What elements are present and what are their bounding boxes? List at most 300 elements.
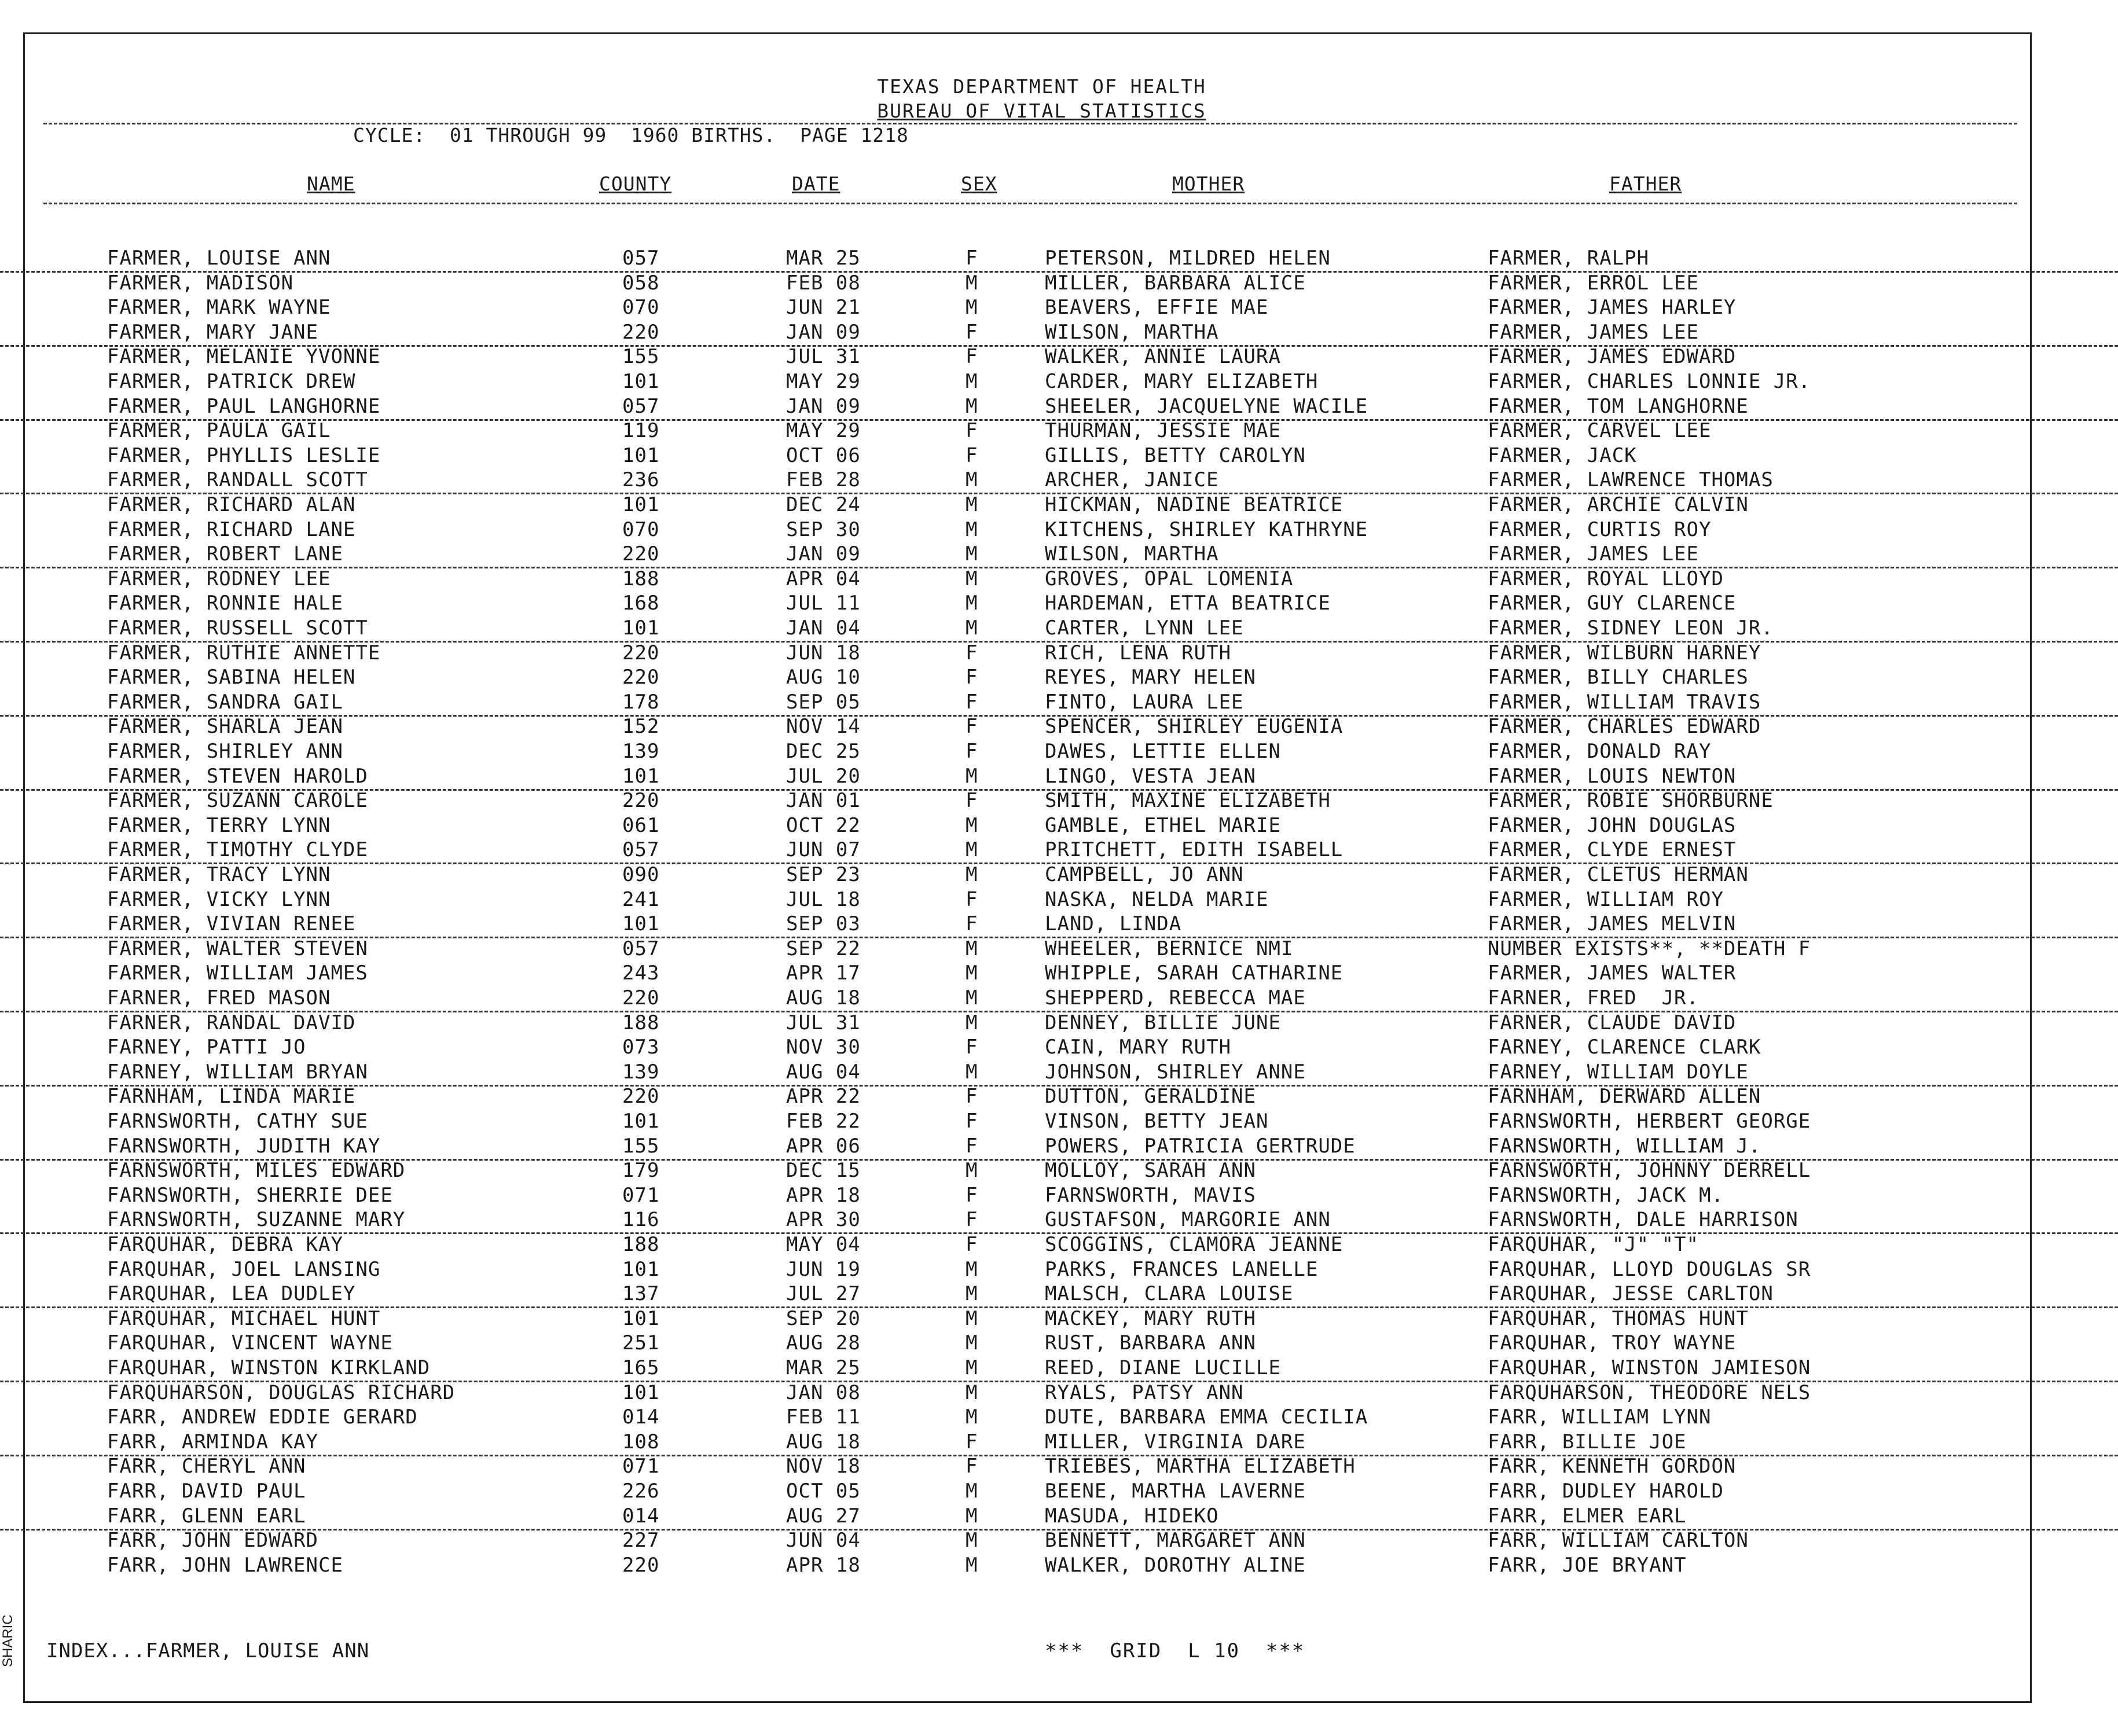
record-county: 139: [622, 1060, 660, 1084]
record-sex: F: [966, 443, 978, 467]
record-mother: NASKA, NELDA MARIE: [1045, 887, 1269, 911]
record-father: FARQUHAR, JESSE CARLTON: [1488, 1282, 1774, 1306]
record-father: FARQUHAR, LLOYD DOUGLAS SR: [1488, 1257, 1811, 1281]
table-row: [0, 592, 2118, 616]
record-mother: GILLIS, BETTY CAROLYN: [1045, 443, 1306, 467]
record-father: FARMER, WILLIAM TRAVIS: [1488, 690, 1761, 714]
record-mother: DAWES, LETTIE ELLEN: [1045, 740, 1281, 763]
record-date: JUN 19: [786, 1257, 861, 1281]
table-row: [0, 321, 2118, 347]
record-father: FARMER, JOHN DOUGLAS: [1488, 813, 1737, 837]
record-father: FARR, WILLIAM CARLTON: [1488, 1529, 1749, 1553]
record-father: FARMER, CHARLES LONNIE JR.: [1488, 370, 1811, 393]
record-father: FARQUHAR, "J" "T": [1488, 1233, 1699, 1256]
record-date: JUL 11: [786, 592, 861, 615]
record-father: FARQUHAR, WINSTON JAMIESON: [1488, 1356, 1811, 1379]
table-row: [0, 468, 2118, 494]
table-row: [0, 1381, 2118, 1405]
record-name: FARR, JOHN EDWARD: [107, 1529, 318, 1553]
record-date: FEB 08: [786, 271, 861, 295]
record-father: FARMER, TOM LANGHORNE: [1488, 394, 1749, 418]
record-date: MAR 25: [786, 1356, 861, 1379]
record-father: FARMER, JACK: [1488, 443, 1637, 467]
record-name: FARNER, FRED MASON: [107, 986, 331, 1010]
record-county: 241: [622, 887, 660, 911]
table-row: [0, 715, 2118, 739]
record-name: FARR, ARMINDA KAY: [107, 1430, 318, 1454]
record-father: FARQUHAR, THOMAS HUNT: [1488, 1306, 1749, 1330]
record-date: APR 22: [786, 1085, 861, 1109]
record-date: SEP 05: [786, 690, 861, 714]
record-name: FARMER, SHARLA JEAN: [107, 715, 343, 739]
table-row: [0, 1208, 2118, 1234]
record-mother: ARCHER, JANICE: [1045, 468, 1219, 492]
record-mother: CARDER, MARY ELIZABETH: [1045, 370, 1319, 393]
header-rule: [43, 123, 2017, 124]
record-mother: DUTTON, GERALDINE: [1045, 1085, 1256, 1109]
record-father: NUMBER EXISTS**, **DEATH F: [1488, 937, 1811, 960]
record-sex: F: [966, 666, 978, 689]
record-father: FARNSWORTH, DALE HARRISON: [1488, 1208, 1798, 1232]
record-sex: M: [966, 1331, 978, 1355]
record-father: FARR, ELMER EARL: [1488, 1504, 1687, 1528]
record-name: FARMER, RANDALL SCOTT: [107, 468, 368, 492]
record-sex: M: [966, 937, 978, 960]
record-county: 220: [622, 789, 660, 813]
record-name: FARMER, RODNEY LEE: [107, 567, 331, 590]
record-father: FARNSWORTH, HERBERT GEORGE: [1488, 1110, 1811, 1133]
record-sex: F: [966, 641, 978, 665]
record-father: FARQUHAR, TROY WAYNE: [1488, 1331, 1737, 1355]
record-sex: F: [966, 419, 978, 443]
record-county: 101: [622, 1306, 660, 1330]
record-father: FARMER, JAMES MELVIN: [1488, 912, 1737, 936]
record-father: FARNHAM, DERWARD ALLEN: [1488, 1085, 1761, 1109]
record-father: FARMER, ERROL LEE: [1488, 271, 1699, 295]
record-name: FARMER, SANDRA GAIL: [107, 690, 343, 714]
table-row: [0, 1356, 2118, 1382]
record-sex: M: [966, 1405, 978, 1429]
record-date: JUN 07: [786, 838, 861, 862]
record-date: JUL 18: [786, 887, 861, 911]
table-row: [0, 961, 2118, 986]
record-mother: WHEELER, BERNICE NMI: [1045, 937, 1294, 960]
record-sex: M: [966, 764, 978, 788]
record-mother: MACKEY, MARY RUTH: [1045, 1306, 1256, 1330]
record-sex: F: [966, 690, 978, 714]
record-father: FARMER, JAMES WALTER: [1488, 961, 1737, 985]
record-county: 070: [622, 518, 660, 541]
record-county: 058: [622, 271, 660, 295]
record-sex: F: [966, 247, 978, 270]
record-county: 014: [622, 1405, 660, 1429]
record-mother: SPENCER, SHIRLEY EUGENIA: [1045, 715, 1344, 739]
record-date: JUN 21: [786, 296, 861, 320]
record-date: DEC 25: [786, 740, 861, 763]
record-date: AUG 28: [786, 1331, 861, 1355]
record-name: FARR, CHERYL ANN: [107, 1455, 306, 1478]
column-header-county: COUNTY: [599, 173, 672, 195]
table-row: [0, 1159, 2118, 1183]
record-mother: SHEPPERD, REBECCA MAE: [1045, 986, 1306, 1010]
table-row: [0, 444, 2118, 468]
record-mother: HICKMAN, NADINE BEATRICE: [1045, 493, 1344, 516]
record-father: FARNEY, WILLIAM DOYLE: [1488, 1060, 1749, 1084]
record-sex: M: [966, 296, 978, 320]
record-date: MAY 29: [786, 419, 861, 443]
record-mother: POWERS, PATRICIA GERTRUDE: [1045, 1134, 1356, 1158]
record-date: DEC 15: [786, 1159, 861, 1183]
table-row: [0, 1036, 2118, 1060]
record-mother: RUST, BARBARA ANN: [1045, 1331, 1256, 1355]
record-name: FARNER, RANDAL DAVID: [107, 1011, 356, 1034]
table-row: [0, 542, 2118, 568]
table-row: [0, 271, 2118, 296]
record-sex: M: [966, 1306, 978, 1330]
record-name: FARNSWORTH, CATHY SUE: [107, 1110, 368, 1133]
record-name: FARR, GLENN EARL: [107, 1504, 306, 1528]
record-mother: LINGO, VESTA JEAN: [1045, 764, 1256, 788]
table-row: [0, 1331, 2118, 1356]
record-county: 057: [622, 247, 660, 270]
record-mother: KITCHENS, SHIRLEY KATHRYNE: [1045, 518, 1368, 541]
record-county: 071: [622, 1183, 660, 1207]
record-county: 071: [622, 1455, 660, 1478]
record-county: 188: [622, 1011, 660, 1034]
table-row: [0, 370, 2118, 394]
record-county: 073: [622, 1036, 660, 1059]
record-mother: WILSON, MARTHA: [1045, 320, 1219, 344]
record-mother: DENNEY, BILLIE JUNE: [1045, 1011, 1281, 1034]
record-mother: WHIPPLE, SARAH CATHARINE: [1045, 961, 1344, 985]
record-father: FARQUHARSON, THEODORE NELS: [1488, 1381, 1811, 1404]
record-mother: PARKS, FRANCES LANELLE: [1045, 1257, 1319, 1281]
record-county: 165: [622, 1356, 660, 1379]
record-mother: CAMPBELL, JO ANN: [1045, 863, 1244, 886]
record-sex: M: [966, 271, 978, 295]
record-father: FARMER, GUY CLARENCE: [1488, 592, 1737, 615]
table-row: [0, 863, 2118, 887]
table-row: [0, 1233, 2118, 1257]
record-sex: M: [966, 813, 978, 837]
table-row: [0, 888, 2118, 912]
record-father: FARR, WILLIAM LYNN: [1488, 1405, 1712, 1429]
record-date: JAN 01: [786, 789, 861, 813]
table-row: [0, 518, 2118, 542]
record-name: FARMER, WALTER STEVEN: [107, 937, 368, 960]
record-sex: F: [966, 789, 978, 813]
record-sex: M: [966, 986, 978, 1010]
record-name: FARMER, WILLIAM JAMES: [107, 961, 368, 985]
record-sex: M: [966, 961, 978, 985]
record-name: FARMER, TRACY LYNN: [107, 863, 331, 886]
record-sex: M: [966, 1529, 978, 1553]
record-county: 070: [622, 296, 660, 320]
index-footer: INDEX...FARMER, LOUISE ANN: [46, 1639, 370, 1662]
record-date: FEB 22: [786, 1110, 861, 1133]
record-county: 179: [622, 1159, 660, 1183]
table-row: [0, 1011, 2118, 1036]
table-row: [0, 1258, 2118, 1282]
record-sex: M: [966, 1060, 978, 1084]
record-sex: M: [966, 567, 978, 590]
record-county: 226: [622, 1480, 660, 1503]
record-date: APR 18: [786, 1183, 861, 1207]
record-date: JAN 09: [786, 320, 861, 344]
record-mother: BEENE, MARTHA LAVERNE: [1045, 1480, 1306, 1503]
record-father: FARR, KENNETH GORDON: [1488, 1455, 1737, 1478]
table-row: [0, 1554, 2118, 1578]
record-name: FARMER, TIMOTHY CLYDE: [107, 838, 368, 862]
record-mother: WALKER, ANNIE LAURA: [1045, 345, 1281, 369]
record-name: FARMER, RICHARD ALAN: [107, 493, 356, 516]
record-name: FARMER, MARK WAYNE: [107, 296, 331, 320]
record-county: 227: [622, 1529, 660, 1553]
record-sex: M: [966, 1480, 978, 1503]
table-row: [0, 567, 2118, 592]
record-mother: FINTO, LAURA LEE: [1045, 690, 1244, 714]
table-row: [0, 616, 2118, 643]
record-date: JUL 31: [786, 345, 861, 369]
record-name: FARQUHAR, MICHAEL HUNT: [107, 1306, 381, 1330]
record-date: APR 06: [786, 1134, 861, 1158]
record-father: FARMER, SIDNEY LEON JR.: [1488, 616, 1774, 640]
record-county: 220: [622, 641, 660, 665]
record-date: APR 18: [786, 1553, 861, 1577]
record-mother: GUSTAFSON, MARGORIE ANN: [1045, 1208, 1331, 1232]
record-date: APR 17: [786, 961, 861, 985]
record-county: 101: [622, 493, 660, 516]
record-county: 014: [622, 1504, 660, 1528]
record-sex: F: [966, 1036, 978, 1059]
column-header-date: DATE: [792, 173, 840, 195]
record-date: JUN 18: [786, 641, 861, 665]
table-row: [0, 419, 2118, 443]
record-father: FARNER, FRED JR.: [1488, 986, 1699, 1010]
table-row: [0, 1307, 2118, 1331]
record-sex: M: [966, 394, 978, 418]
record-sex: F: [966, 1134, 978, 1158]
record-mother: FARNSWORTH, MAVIS: [1045, 1183, 1256, 1207]
record-county: 108: [622, 1430, 660, 1454]
record-county: 116: [622, 1208, 660, 1232]
record-mother: TRIEBES, MARTHA ELIZABETH: [1045, 1455, 1356, 1478]
record-county: 220: [622, 542, 660, 566]
record-sex: M: [966, 468, 978, 492]
record-name: FARNEY, WILLIAM BRYAN: [107, 1060, 368, 1084]
record-county: 152: [622, 715, 660, 739]
record-sex: M: [966, 370, 978, 393]
record-sex: M: [966, 542, 978, 566]
record-father: FARNER, CLAUDE DAVID: [1488, 1011, 1737, 1034]
record-name: FARMER, MARY JANE: [107, 320, 318, 344]
record-mother: REYES, MARY HELEN: [1045, 666, 1256, 689]
record-father: FARMER, CURTIS ROY: [1488, 518, 1712, 541]
record-father: FARMER, BILLY CHARLES: [1488, 666, 1749, 689]
record-county: 101: [622, 1257, 660, 1281]
record-county: 101: [622, 616, 660, 640]
table-row: [0, 395, 2118, 421]
record-mother: SMITH, MAXINE ELIZABETH: [1045, 789, 1331, 813]
record-name: FARMER, ROBERT LANE: [107, 542, 343, 566]
table-row: [0, 1405, 2118, 1430]
record-name: FARMER, PHYLLIS LESLIE: [107, 443, 381, 467]
record-county: 220: [622, 1085, 660, 1109]
record-sex: M: [966, 616, 978, 640]
record-date: OCT 22: [786, 813, 861, 837]
table-row: [0, 345, 2118, 369]
record-name: FARQUHAR, JOEL LANSING: [107, 1257, 381, 1281]
record-mother: BENNETT, MARGARET ANN: [1045, 1529, 1306, 1553]
record-date: JAN 09: [786, 394, 861, 418]
record-father: FARR, BILLIE JOE: [1488, 1430, 1687, 1454]
record-name: FARMER, TERRY LYNN: [107, 813, 331, 837]
record-date: NOV 30: [786, 1036, 861, 1059]
record-father: FARMER, JAMES HARLEY: [1488, 296, 1737, 320]
record-mother: THURMAN, JESSIE MAE: [1045, 419, 1281, 443]
record-mother: BEAVERS, EFFIE MAE: [1045, 296, 1269, 320]
record-date: JUL 27: [786, 1282, 861, 1306]
record-mother: RICH, LENA RUTH: [1045, 641, 1232, 665]
record-sex: M: [966, 1504, 978, 1528]
record-date: SEP 22: [786, 937, 861, 960]
record-sex: M: [966, 1553, 978, 1577]
table-row: [0, 691, 2118, 717]
record-county: 101: [622, 912, 660, 936]
record-father: FARMER, RALPH: [1488, 247, 1650, 270]
record-father: FARNEY, CLARENCE CLARK: [1488, 1036, 1761, 1059]
table-row: [0, 1430, 2118, 1456]
record-county: 220: [622, 320, 660, 344]
record-date: JAN 08: [786, 1381, 861, 1404]
record-county: 101: [622, 764, 660, 788]
table-row: [0, 1504, 2118, 1531]
record-name: FARNSWORTH, SHERRIE DEE: [107, 1183, 393, 1207]
record-county: 220: [622, 1553, 660, 1577]
record-mother: GAMBLE, ETHEL MARIE: [1045, 813, 1281, 837]
record-mother: WALKER, DOROTHY ALINE: [1045, 1553, 1306, 1577]
record-sex: M: [966, 518, 978, 541]
record-county: 119: [622, 419, 660, 443]
record-mother: PETERSON, MILDRED HELEN: [1045, 247, 1331, 270]
record-father: FARNSWORTH, JACK M.: [1488, 1183, 1724, 1207]
record-name: FARR, ANDREW EDDIE GERARD: [107, 1405, 418, 1429]
record-name: FARNSWORTH, SUZANNE MARY: [107, 1208, 406, 1232]
record-sex: F: [966, 1085, 978, 1109]
table-row: [0, 1135, 2118, 1161]
record-county: 057: [622, 838, 660, 862]
record-name: FARR, JOHN LAWRENCE: [107, 1553, 343, 1577]
record-sex: F: [966, 1208, 978, 1232]
record-name: FARMER, LOUISE ANN: [107, 247, 331, 270]
record-county: 220: [622, 986, 660, 1010]
record-sex: F: [966, 1233, 978, 1256]
record-county: 251: [622, 1331, 660, 1355]
record-county: 057: [622, 937, 660, 960]
table-row: [0, 789, 2118, 813]
table-row: [0, 1110, 2118, 1134]
record-date: AUG 18: [786, 1430, 861, 1454]
record-name: FARMER, RICHARD LANE: [107, 518, 356, 541]
record-mother: MALSCH, CLARA LOUISE: [1045, 1282, 1294, 1306]
record-date: SEP 20: [786, 1306, 861, 1330]
record-date: FEB 28: [786, 468, 861, 492]
record-sex: M: [966, 1282, 978, 1306]
grid-footer: *** GRID L 10 ***: [1045, 1639, 1305, 1662]
record-sex: F: [966, 912, 978, 936]
record-sex: F: [966, 1110, 978, 1133]
record-date: JAN 04: [786, 616, 861, 640]
record-father: FARMER, CLYDE ERNEST: [1488, 838, 1737, 862]
record-date: NOV 14: [786, 715, 861, 739]
record-father: FARMER, ROBIE SHORBURNE: [1488, 789, 1774, 813]
record-county: 101: [622, 443, 660, 467]
record-name: FARMER, SABINA HELEN: [107, 666, 356, 689]
record-sex: F: [966, 1430, 978, 1454]
record-father: FARMER, JAMES LEE: [1488, 542, 1699, 566]
record-name: FARMER, RUSSELL SCOTT: [107, 616, 368, 640]
record-mother: LAND, LINDA: [1045, 912, 1182, 936]
table-row: [0, 1282, 2118, 1308]
record-father: FARMER, CLETUS HERMAN: [1488, 863, 1749, 886]
record-name: FARMER, PAULA GAIL: [107, 419, 331, 443]
record-name: FARMER, MELANIE YVONNE: [107, 345, 381, 369]
table-row: [0, 1184, 2118, 1208]
record-date: JUL 31: [786, 1011, 861, 1034]
record-date: SEP 03: [786, 912, 861, 936]
record-sex: M: [966, 838, 978, 862]
record-father: FARMER, WILBURN HARNEY: [1488, 641, 1761, 665]
record-name: FARMER, RUTHIE ANNETTE: [107, 641, 381, 665]
record-mother: VINSON, BETTY JEAN: [1045, 1110, 1269, 1133]
record-mother: MILLER, BARBARA ALICE: [1045, 271, 1306, 295]
record-date: SEP 23: [786, 863, 861, 886]
record-mother: CAIN, MARY RUTH: [1045, 1036, 1232, 1059]
record-date: AUG 10: [786, 666, 861, 689]
table-row: [0, 986, 2118, 1012]
table-row: [0, 666, 2118, 690]
record-sex: M: [966, 1159, 978, 1183]
record-name: FARMER, SHIRLEY ANN: [107, 740, 343, 763]
record-name: FARMER, RONNIE HALE: [107, 592, 343, 615]
record-date: MAR 25: [786, 247, 861, 270]
record-sex: M: [966, 1257, 978, 1281]
record-date: MAY 29: [786, 370, 861, 393]
record-mother: CARTER, LYNN LEE: [1045, 616, 1244, 640]
record-date: OCT 06: [786, 443, 861, 467]
record-date: JUN 04: [786, 1529, 861, 1553]
record-sex: F: [966, 887, 978, 911]
table-row: [0, 765, 2118, 791]
record-father: FARMER, LAWRENCE THOMAS: [1488, 468, 1774, 492]
record-mother: REED, DIANE LUCILLE: [1045, 1356, 1281, 1379]
table-row: [0, 247, 2118, 273]
record-mother: SHEELER, JACQUELYNE WACILE: [1045, 394, 1368, 418]
record-sex: M: [966, 493, 978, 516]
record-father: FARR, JOE BRYANT: [1488, 1553, 1687, 1577]
record-sex: F: [966, 320, 978, 344]
record-county: 061: [622, 813, 660, 837]
record-name: FARR, DAVID PAUL: [107, 1480, 306, 1503]
record-county: 090: [622, 863, 660, 886]
record-county: 137: [622, 1282, 660, 1306]
record-county: 155: [622, 1134, 660, 1158]
table-row: [0, 641, 2118, 666]
record-date: OCT 05: [786, 1480, 861, 1503]
table-row: [0, 912, 2118, 938]
record-sex: M: [966, 863, 978, 886]
record-mother: DUTE, BARBARA EMMA CECILIA: [1045, 1405, 1368, 1429]
